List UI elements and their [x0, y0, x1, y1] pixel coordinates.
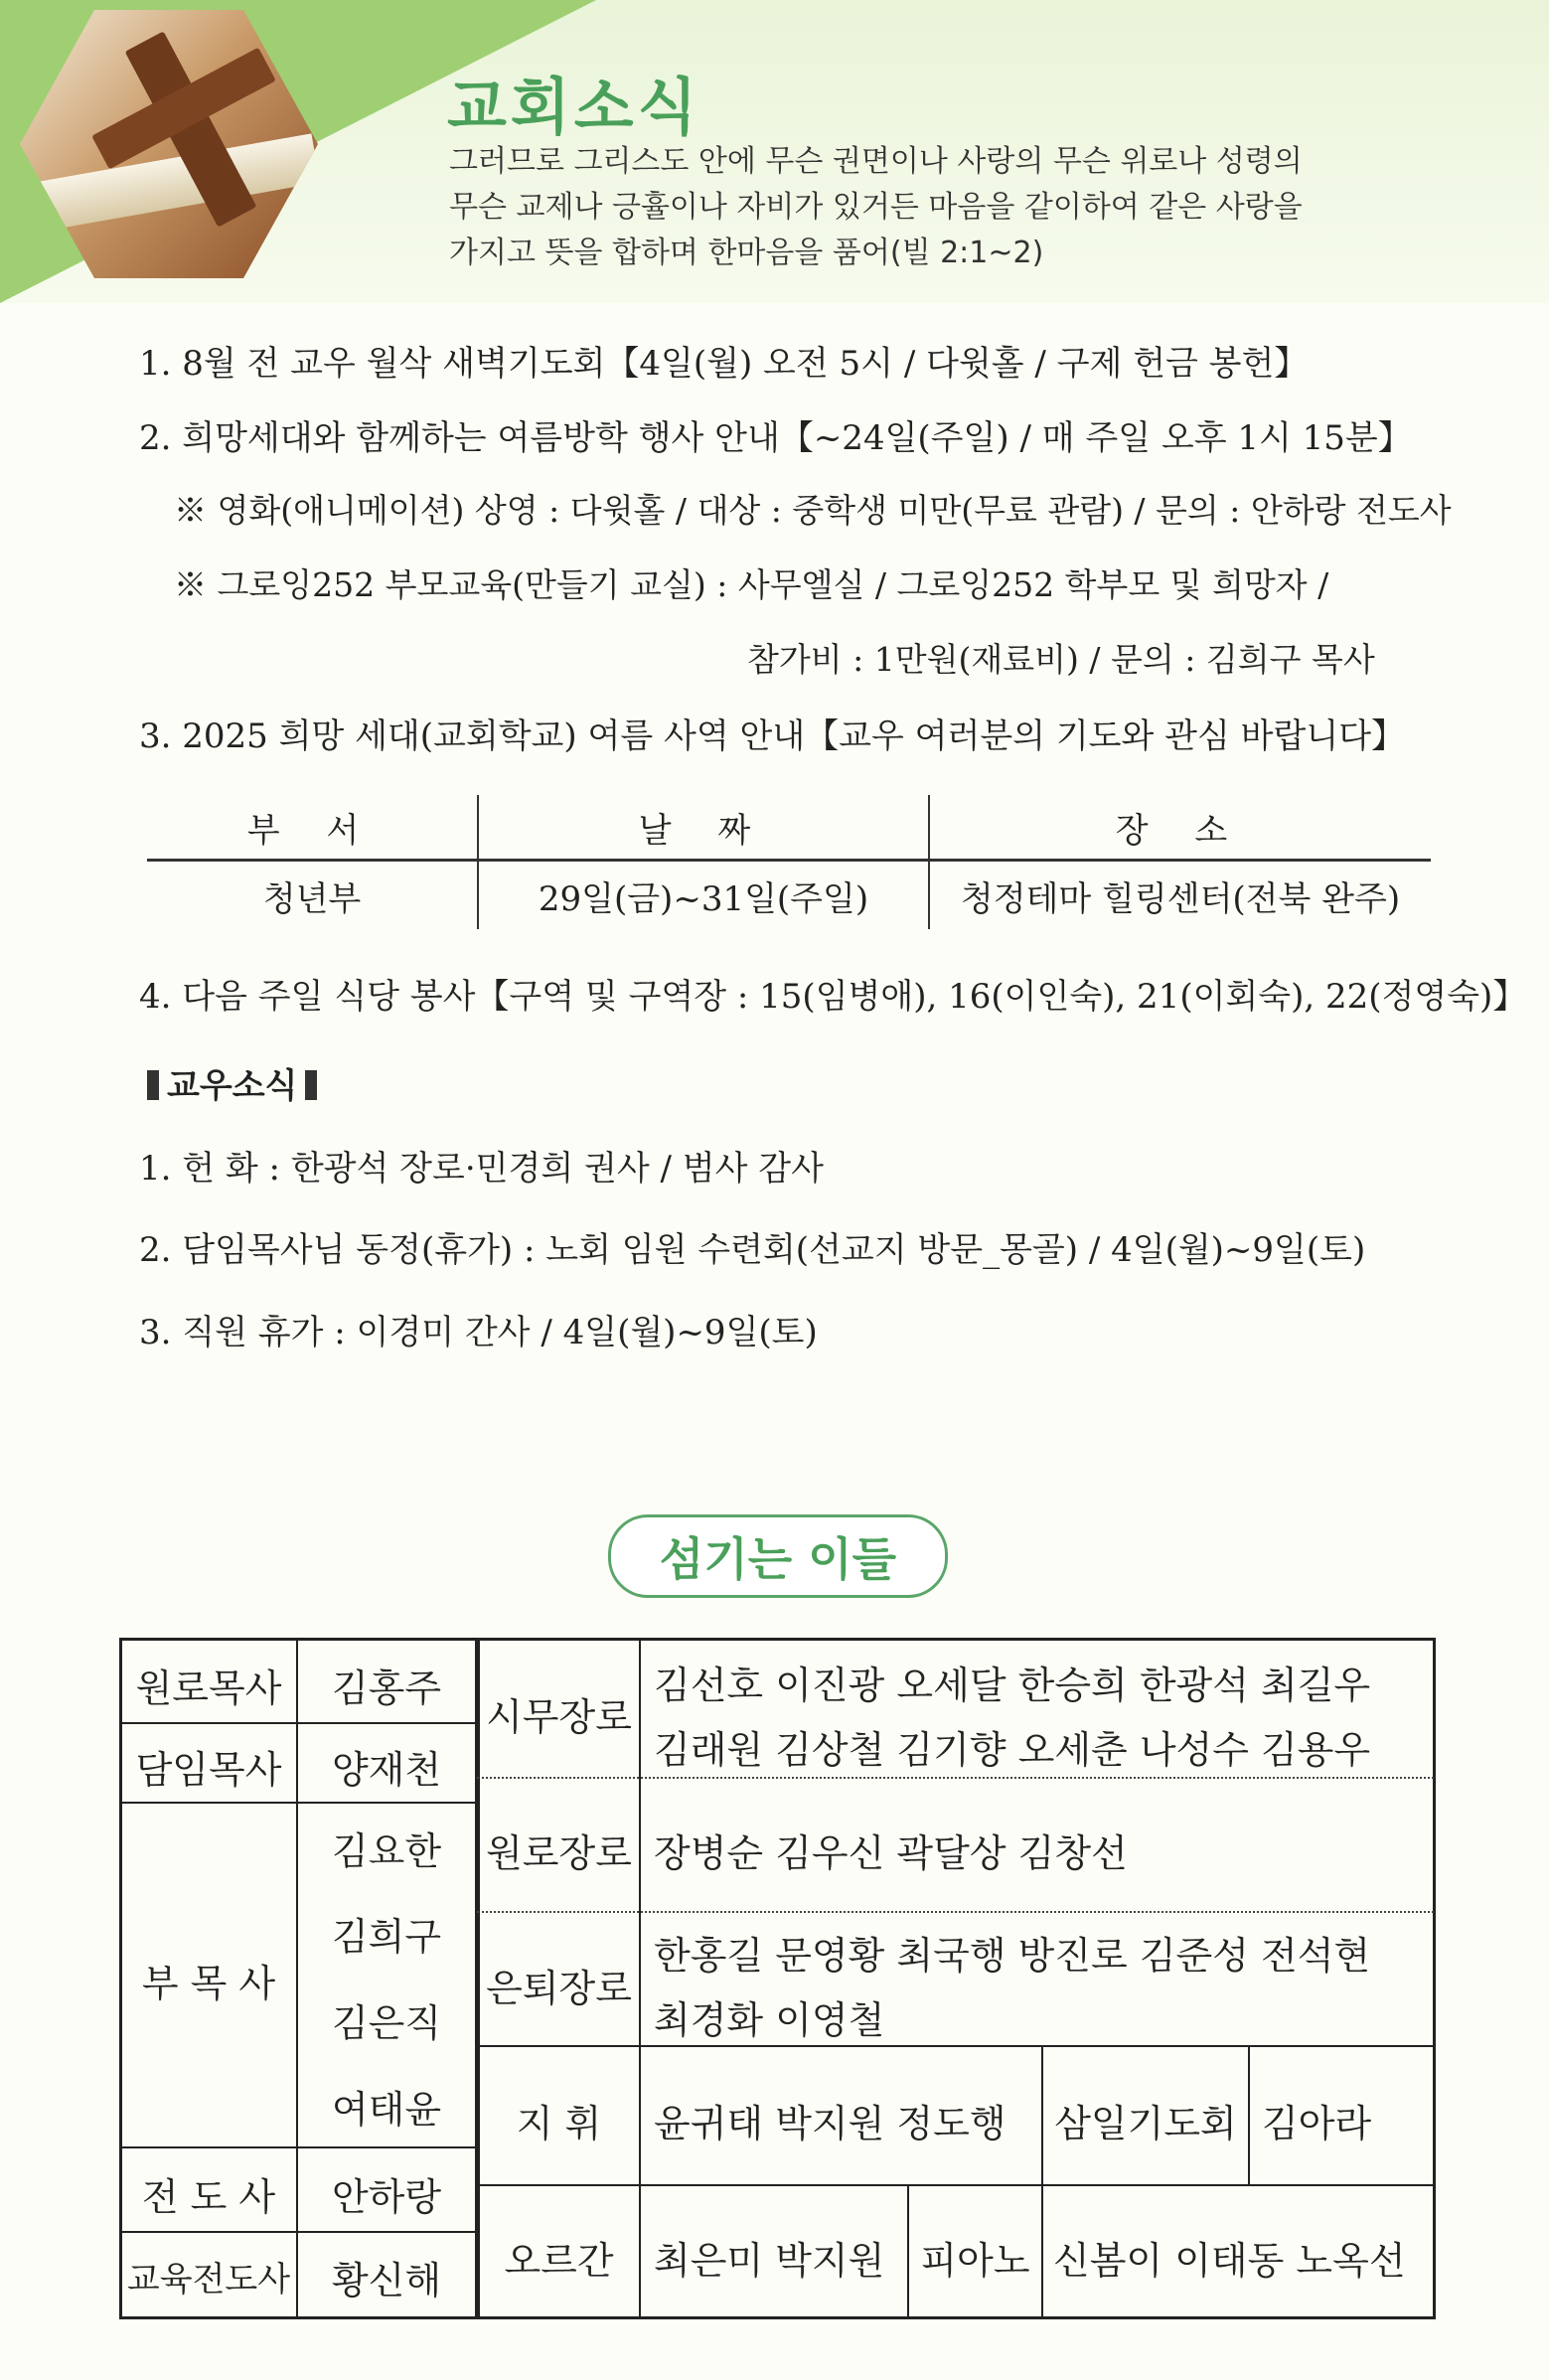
table-cell: 29일(금)~31일(주일)	[478, 861, 929, 930]
role-names: 김선호 이진광 오세달 한승희 한광석 최길우	[654, 1664, 1371, 1707]
role-label: 담임목사	[135, 1748, 282, 1792]
role-label: 은퇴장로	[486, 1967, 632, 2010]
news-note-parent-ed: ※ 그로잉252 부모교육(만들기 교실) : 사무엘실 / 그로잉252 학부모 및 희망자 /	[174, 565, 1329, 604]
member-news-item: 1. 헌 화 : 한광석 장로·민경희 권사 / 범사 감사	[139, 1149, 824, 1189]
row-divider	[477, 2184, 1434, 2186]
row-divider	[477, 2045, 1434, 2047]
role-name: 김희구	[331, 1915, 442, 1959]
role-names: 신봄이 이태동 노옥선	[1053, 2239, 1406, 2283]
role-label: 오르간	[504, 2239, 614, 2283]
column-divider	[1248, 2045, 1250, 2184]
role-names: 최은미 박지원	[654, 2239, 885, 2283]
role-names: 장병순 김우신 곽달상 김창선	[654, 1831, 1128, 1875]
news-item-2: 2. 희망세대와 함께하는 여름방학 행사 안내【~24일(주일) / 매 주일 오후 1시 15분】	[139, 418, 1412, 458]
role-label: 삼일기도회	[1054, 2102, 1237, 2145]
table-cell: 청년부	[262, 878, 362, 919]
bible-book	[18, 133, 320, 234]
row-divider	[477, 1777, 1434, 1779]
verse-line: 가지고 뜻을 합하며 한마음을 품어(빌 2:1~2)	[449, 236, 1044, 270]
role-names: 최경화 이영철	[654, 1998, 885, 2042]
role-label: 지 휘	[516, 2102, 602, 2145]
role-name: 여태윤	[331, 2088, 442, 2132]
role-label: 원로장로	[486, 1831, 632, 1875]
role-name: 김은직	[331, 2001, 442, 2045]
role-label: 전 도 사	[141, 2175, 276, 2219]
servants-title: 섬기는 이들	[608, 1514, 948, 1598]
role-name: 양재천	[331, 1748, 442, 1792]
summer-ministry-table	[147, 795, 1431, 929]
role-label: 원로목사	[135, 1666, 282, 1710]
role-name: 김홍주	[331, 1666, 442, 1710]
role-names: 김래원 김상철 김기향 오세춘 나성수 김용우	[654, 1728, 1371, 1772]
news-item-4: 4. 다음 주일 식당 봉사【구역 및 구역장 : 15(임병애), 16(이인숙), 21(이회숙), 22(정영숙)】	[139, 977, 1527, 1017]
verse-line: 그러므로 그리스도 안에 무슨 권면이나 사랑의 무슨 위로나 성령의	[449, 144, 1303, 179]
member-news-item: 3. 직원 휴가 : 이경미 간사 / 4일(월)~9일(토)	[139, 1313, 818, 1352]
row-divider	[119, 2231, 477, 2233]
role-label: 피아노	[920, 2239, 1030, 2283]
news-note-movie: ※ 영화(애니메이션) 상영 : 다윗홀 / 대상 : 중학생 미만(무료 관람) / 문의 : 안하랑 전도사	[174, 491, 1452, 530]
table-header: 장 소	[929, 795, 1431, 861]
news-item-1: 1. 8월 전 교우 월삭 새벽기도회【4일(월) 오전 5시 / 다윗홀 / 구제 헌금 봉헌】	[139, 344, 1309, 384]
role-names: 한홍길 문영황 최국행 방진로 김준성 전석현	[654, 1934, 1371, 1978]
bible-verse	[449, 139, 1443, 276]
member-news-heading	[139, 1058, 325, 1107]
role-name: 안하랑	[331, 2175, 442, 2219]
role-names: 윤귀태 박지원 정도행	[654, 2102, 1007, 2145]
member-news-title: 교우소식	[167, 1066, 298, 1106]
table-row	[147, 861, 1431, 930]
role-label: 부 목 사	[141, 1962, 276, 2005]
role-name: 황신해	[331, 2259, 442, 2302]
row-divider	[119, 1722, 477, 1724]
bar-icon	[305, 1070, 317, 1100]
page-title: 교회소식	[447, 71, 701, 143]
row-divider	[119, 1802, 477, 1804]
role-label: 교육전도사	[126, 2260, 291, 2300]
role-name: 김요한	[331, 1829, 442, 1873]
member-news-item: 2. 담임목사님 동정(휴가) : 노회 임원 수련회(선교지 방문_몽골) / 4일(월)~9일(토)	[139, 1230, 1366, 1270]
column-divider	[639, 1638, 641, 2319]
table-header: 부 서	[147, 795, 478, 861]
table-cell: 청정테마 힐링센터(전북 완주)	[929, 861, 1431, 930]
table-header: 날 짜	[478, 795, 929, 861]
row-divider	[477, 1911, 1434, 1913]
news-item-3: 3. 2025 희망 세대(교회학교) 여름 사역 안내【교우 여러분의 기도와 관심 바랍니다】	[139, 716, 1406, 756]
verse-line: 무슨 교제나 긍휼이나 자비가 있거든 마음을 같이하여 같은 사랑을	[449, 190, 1303, 225]
role-names: 김아라	[1262, 2102, 1372, 2145]
bar-icon	[147, 1070, 159, 1100]
role-label: 시무장로	[486, 1695, 632, 1739]
row-divider	[119, 2146, 477, 2148]
news-note-fee: 참가비 : 1만원(재료비) / 문의 : 김희구 목사	[747, 640, 1375, 679]
column-divider	[1041, 2045, 1043, 2319]
